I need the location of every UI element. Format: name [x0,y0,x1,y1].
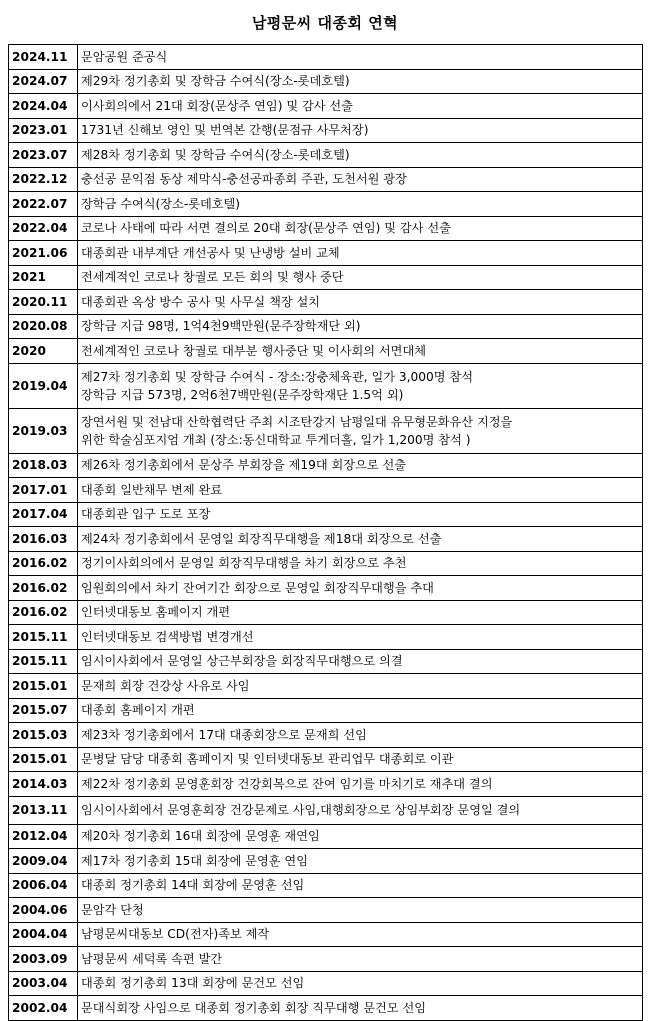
row-event: 전세계적인 코로나 창궐로 모든 회의 및 행사 중단 [78,265,643,290]
row-date: 2016.03 [9,527,78,552]
table-row [9,873,643,898]
row-date: 2002.04 [9,996,78,1021]
row-date: 2020.08 [9,314,78,339]
row-date: 2016.02 [9,600,78,625]
table-row [9,674,643,699]
row-event: 대종회관 입구 도로 포장 [78,502,643,527]
table-row [9,849,643,874]
table-row [9,527,643,552]
row-event: 문암각 단청 [78,898,643,923]
row-event: 임원회의에서 차기 잔여기간 회장으로 문영일 회장직무대행을 추대 [78,576,643,601]
table-row [9,600,643,625]
table-row [9,898,643,923]
row-date: 2015.03 [9,723,78,748]
row-date: 2004.06 [9,898,78,923]
row-event: 장연서원 및 전남대 산학협력단 주최 시조탄강지 남평일대 유무형문화유산 지정을 위한 학술심포지엄 개최 (장소:동신대학교 투게더홀, 일가 1,200명 참석 ) [78,408,643,453]
row-event: 대종회 일반채무 변제 완료 [78,478,643,503]
row-date: 2019.04 [9,363,78,408]
table-row [9,576,643,601]
row-event: 제22차 정기총회 문영훈회장 건강회복으로 잔여 임기를 마치기로 재추대 결의 [78,772,643,797]
row-date: 2024.11 [9,45,78,70]
history-table-body [9,45,643,1021]
table-row [9,502,643,527]
table-row [9,996,643,1021]
table-row [9,649,643,674]
row-date: 2013.11 [9,796,78,824]
row-date: 2014.03 [9,772,78,797]
row-event: 제28차 정기총회 및 장학금 수여식(장소-롯데호텔) [78,143,643,168]
row-event: 제23차 정기총회에서 17대 대종회장으로 문재희 선임 [78,723,643,748]
table-row [9,408,643,453]
table-row [9,747,643,772]
row-date: 2015.01 [9,747,78,772]
table-row [9,698,643,723]
history-table [8,44,643,1021]
table-row [9,922,643,947]
row-event: 임시이사회에서 문영일 상근부회장을 회장직무대행으로 의결 [78,649,643,674]
page-title: 남평문씨 대종회 연혁 [251,14,399,32]
row-event: 코로나 사태에 따라 서면 결의로 20대 회장(문상주 연임) 및 감사 선출 [78,216,643,241]
row-date: 2015.01 [9,674,78,699]
row-date: 2022.12 [9,167,78,192]
table-row [9,363,643,408]
table-row [9,824,643,849]
table-row [9,971,643,996]
row-event: 대종회 정기총회 14대 회장에 문영훈 선임 [78,873,643,898]
row-event: 남평문씨대동보 CD(전자)족보 제작 [78,922,643,947]
row-date: 2022.04 [9,216,78,241]
row-event: 대종회관 옥상 방수 공사 및 사무실 책장 설치 [78,290,643,315]
row-event: 문병달 담당 대종회 홈페이지 및 인터넷대동보 관리업무 대종회로 이관 [78,747,643,772]
row-event: 문대식회장 사임으로 대종회 정기총회 회장 직무대행 문건모 선임 [78,996,643,1021]
row-event: 장학금 지급 98명, 1억4천9백만원(문주장학재단 외) [78,314,643,339]
table-row [9,94,643,119]
row-event: 문재희 회장 건강상 사유로 사임 [78,674,643,699]
row-date: 2009.04 [9,849,78,874]
row-date: 2024.04 [9,94,78,119]
row-date: 2017.04 [9,502,78,527]
row-date: 2015.07 [9,698,78,723]
row-date: 2006.04 [9,873,78,898]
row-date: 2015.11 [9,649,78,674]
row-date: 2023.07 [9,143,78,168]
table-row [9,478,643,503]
row-event: 제24차 정기총회에서 문영일 회장직무대행을 제18대 회장으로 선출 [78,527,643,552]
row-date: 2020 [9,339,78,364]
table-row [9,339,643,364]
row-event: 대종회 정기총회 13대 회장에 문건모 선임 [78,971,643,996]
row-event: 정기이사회의에서 문영일 회장직무대행을 차기 회장으로 추천 [78,551,643,576]
table-row [9,118,643,143]
table-row [9,265,643,290]
row-event: 인터넷대동보 검색방법 변경개선 [78,625,643,650]
row-event: 대종회 홈페이지 개편 [78,698,643,723]
row-event: 전세계적인 코로나 창궐로 대부분 행사중단 및 이사회의 서면대체 [78,339,643,364]
row-event: 충선공 문익점 동상 제막식-충선공파종회 주관, 도천서원 광장 [78,167,643,192]
row-event: 제20차 정기총회 16대 회장에 문영훈 재연임 [78,824,643,849]
row-date: 2024.07 [9,69,78,94]
table-row [9,45,643,70]
table-row [9,216,643,241]
row-date: 2018.03 [9,453,78,478]
row-date: 2022.07 [9,192,78,217]
table-row [9,241,643,266]
row-event: 임시이사회에서 문영훈회장 건강문제로 사임,대행회장으로 상임부회장 문영일 결의 [78,796,643,824]
row-event: 1731년 신해보 영인 및 번역본 간행(문점규 사무처장) [78,118,643,143]
table-row [9,947,643,972]
row-event: 장학금 수여식(장소-롯데호텔) [78,192,643,217]
table-row [9,453,643,478]
table-row [9,772,643,797]
table-row [9,551,643,576]
row-event: 대종회관 내부계단 개선공사 및 난냉방 설비 교체 [78,241,643,266]
table-row [9,192,643,217]
row-date: 2017.01 [9,478,78,503]
row-date: 2003.09 [9,947,78,972]
table-row [9,167,643,192]
row-event: 제27차 정기총회 및 장학금 수여식 - 장소:장충체육관, 일가 3,000명 참석 장학금 지급 573명, 2억6천7백만원(문주장학재단 1.5억 외) [78,363,643,408]
row-event: 제26차 정기총회에서 문상주 부회장을 제19대 회장으로 선출 [78,453,643,478]
table-row [9,69,643,94]
row-date: 2016.02 [9,551,78,576]
row-event: 제29차 정기총회 및 장학금 수여식(장소-롯데호텔) [78,69,643,94]
row-date: 2019.03 [9,408,78,453]
table-row [9,796,643,824]
row-date: 2021 [9,265,78,290]
table-row [9,143,643,168]
table-row [9,723,643,748]
table-row [9,625,643,650]
row-date: 2015.11 [9,625,78,650]
row-date: 2012.04 [9,824,78,849]
row-date: 2021.06 [9,241,78,266]
row-event: 이사회의에서 21대 회장(문상주 연임) 및 감사 선출 [78,94,643,119]
row-event: 제17차 정기총회 15대 회장에 문영훈 연임 [78,849,643,874]
row-date: 2003.04 [9,971,78,996]
table-row [9,314,643,339]
table-row [9,290,643,315]
row-date: 2004.04 [9,922,78,947]
row-date: 2020.11 [9,290,78,315]
row-date: 2023.01 [9,118,78,143]
row-event: 문암공원 준공식 [78,45,643,70]
row-date: 2016.02 [9,576,78,601]
row-event: 인터넷대동보 홈페이지 개편 [78,600,643,625]
row-event: 남평문씨 세덕록 속편 발간 [78,947,643,972]
